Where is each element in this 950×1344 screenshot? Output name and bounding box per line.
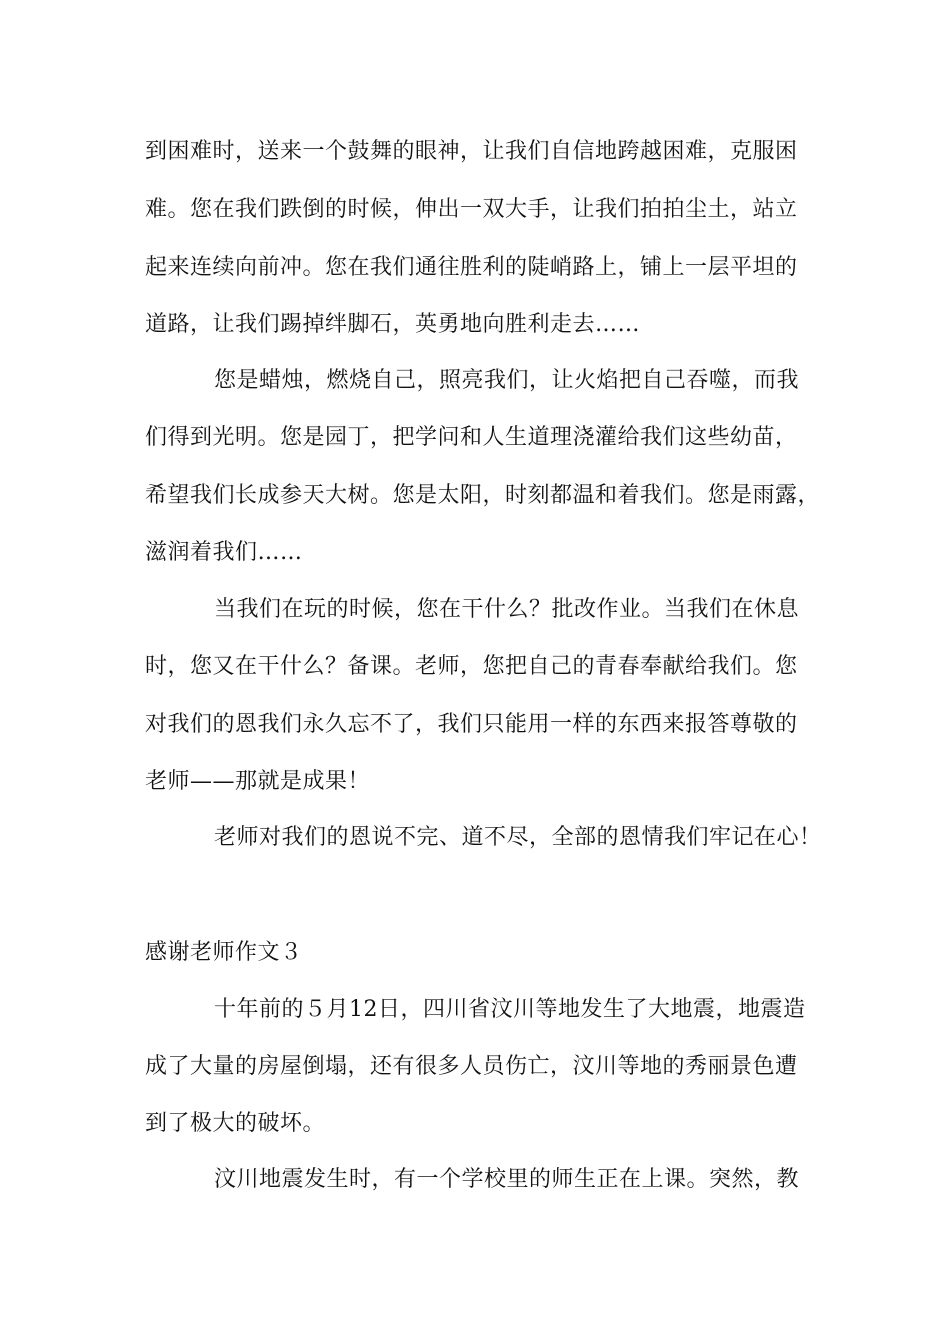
paragraph-line: 滋润着我们…… bbox=[145, 540, 303, 565]
paragraph-line: 起来连续向前冲。您在我们通往胜利的陡峭路上，铺上一层平坦的 bbox=[145, 255, 798, 280]
section-heading: 感谢老师作文３ bbox=[145, 940, 303, 965]
paragraph-line: 对我们的恩我们永久忘不了，我们只能用一样的东西来报答尊敬的 bbox=[145, 712, 798, 737]
paragraph-line: 们得到光明。您是园丁，把学问和人生道理浇灌给我们这些幼苗， bbox=[145, 425, 798, 450]
paragraph-line: 道路，让我们踢掉绊脚石，英勇地向胜利走去…… bbox=[145, 312, 641, 337]
paragraph-line: 难。您在我们跌倒的时候，伸出一双大手，让我们拍拍尘土，站立 bbox=[145, 197, 798, 222]
paragraph-line: 成了大量的房屋倒塌，还有很多人员伤亡，汶川等地的秀丽景色遭 bbox=[145, 1054, 798, 1079]
paragraph-line: 十年前的５月12日，四川省汶川等地发生了大地震，地震造 bbox=[214, 997, 806, 1022]
paragraph-line: 时，您又在干什么？备课。老师，您把自己的青春奉献给我们。您 bbox=[145, 654, 798, 679]
paragraph-line: 您是蜡烛，燃烧自己，照亮我们，让火焰把自己吞噬，而我 bbox=[214, 368, 800, 393]
paragraph-line: 老师——那就是成果！ bbox=[145, 769, 371, 794]
paragraph-line: 希望我们长成参天大树。您是太阳，时刻都温和着我们。您是雨露， bbox=[145, 483, 821, 508]
paragraph-line: 到困难时，送来一个鼓舞的眼神，让我们自信地跨越困难，克服困 bbox=[145, 139, 798, 164]
paragraph-line: 当我们在玩的时候，您在干什么？批改作业。当我们在休息 bbox=[214, 597, 800, 622]
paragraph-line: 老师对我们的恩说不完、道不尽，全部的恩情我们牢记在心！ bbox=[214, 825, 822, 850]
paragraph-line: 到了极大的破坏。 bbox=[145, 1111, 326, 1136]
paragraph-line: 汶川地震发生时，有一个学校里的师生正在上课。突然，教 bbox=[214, 1167, 800, 1192]
